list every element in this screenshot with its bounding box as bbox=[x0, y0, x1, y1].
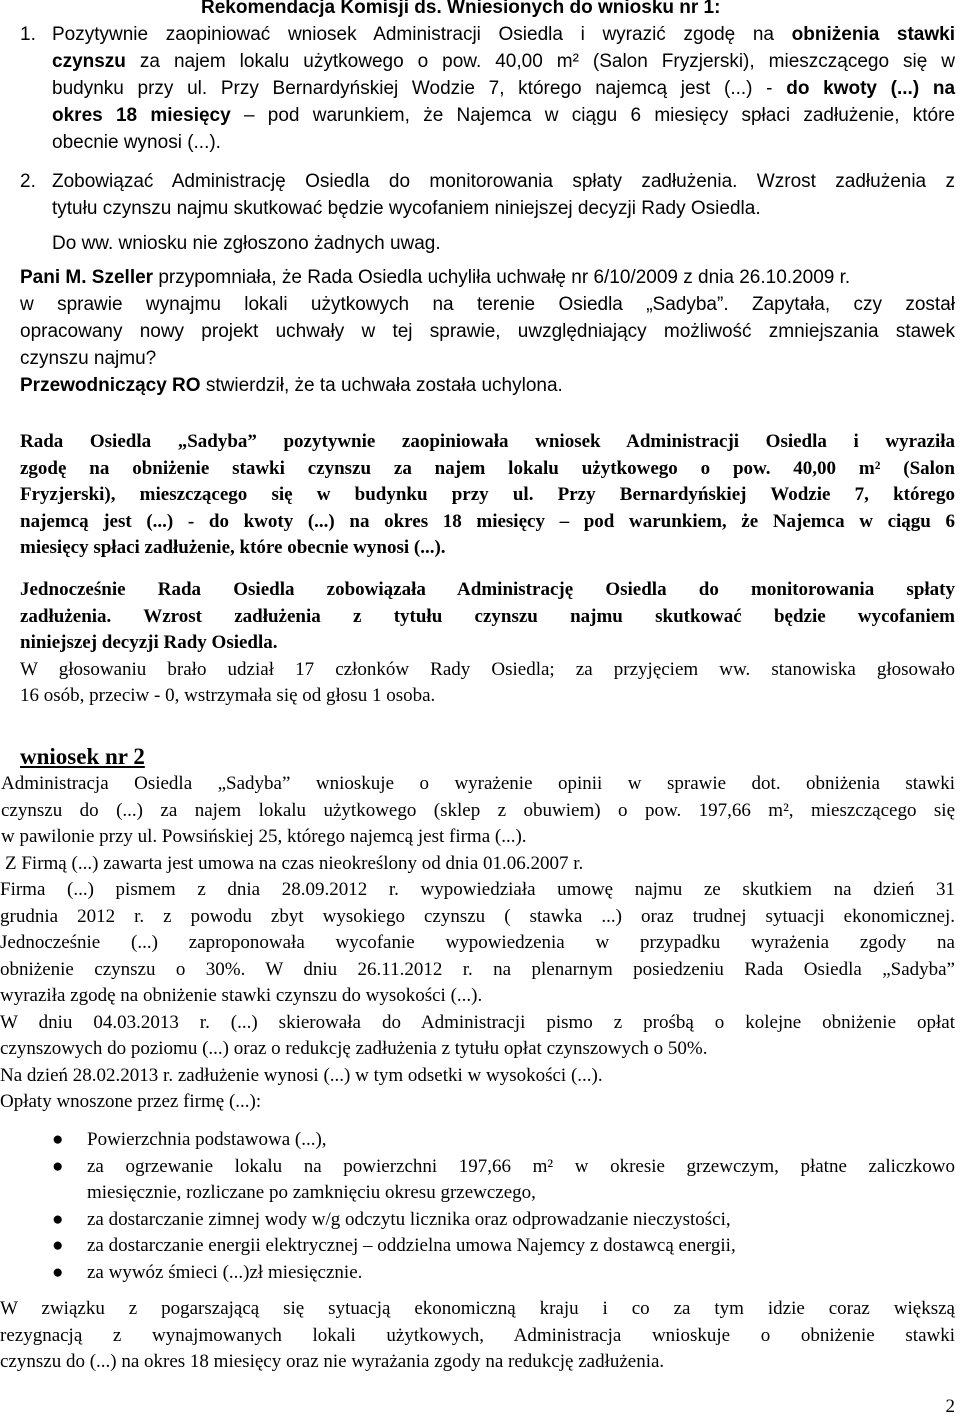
list-item: ● za dostarczanie energii elektrycznej – oddzielna umowa Najemcy z dostawcą energii, bbox=[0, 1233, 955, 1260]
no-remarks-note: Do ww. wniosku nie zgłoszono żadnych uwag. bbox=[52, 233, 441, 254]
list-item: ● Powierzchnia podstawowa (...), bbox=[0, 1127, 955, 1154]
item2-text: Zobowiązać Administrację Osiedla do monitorowania spłaty zadłużenia. Wzrost zadłużenia z tytułu czynszu najmu skutkować będzie wycofaniem niniejszej decyzji Rady Osiedla. bbox=[52, 171, 955, 219]
resolution-paragraph: Rada Osiedla „Sadyba” pozytywnie zaopiniowała wniosek Administracji Osiedla i wyraziła zgodę na obniżenie stawki czynszu za najem lokalu użytkowego o pow. 40,00 m² (Salon Fryzjerski), mieszczącego się w budynku przy ul. Przy Bernardyńskiej Wodzie 7, którego najemcą jest (...) - do kwoty (...) na okres 18 miesięcy – pod warunkiem, że Najemca w ciągu 6 miesięcy spłaci zadłużenie, które obecnie wynosi (...). bbox=[20, 431, 955, 558]
item1-number: 1. bbox=[20, 24, 36, 45]
recommendation-title bbox=[201, 0, 761, 21]
bullet-icon: ● bbox=[52, 1235, 64, 1256]
bullet-icon: ● bbox=[52, 1208, 64, 1230]
list-item: ● za wywóz śmieci (...)zł miesięcznie. bbox=[0, 1260, 955, 1287]
fees-list bbox=[0, 1127, 955, 1286]
bullet-icon: ● bbox=[52, 1261, 64, 1283]
item1-text: Pozytywnie zaopiniować wniosek Administracji Osiedla i wyrazić zgodę na obniżenia stawki czynszu za najem lokalu użytkowego o pow. 40,00 m² (Salon Fryzjerski), mieszczącego się w budynku przy ul. Przy Bernardyńskiej Wodzie 7, którego najemcą jest (...) - do kwoty (...) na okres 18 miesięcy – pod warunkiem, że Najemca w ciągu 6 miesięcy spłaci zadłużenie, które obecnie wynosi (...). bbox=[52, 24, 956, 153]
bullet-icon: ● bbox=[52, 1155, 64, 1177]
recommendation-title-text: Rekomendacja Komisji ds. Wniesionych do wniosku nr 1: bbox=[201, 0, 721, 18]
obligation-paragraph: Jednocześnie Rada Osiedla zobowiązała Administrację Osiedla do monitorowania spłaty zadłużenia. Wzrost zadłużenia z tytułu czynszu najmu skutkować będzie wycofaniem niniejszej decyzji Rady Osiedla. W głosowaniu brało udział 17 członków Rady Osiedla; za przyjęciem ww. stanowiska głosowało 16 osób, przeciw - 0, wstrzymała się od głosu 1 osoba. bbox=[20, 579, 955, 706]
page-number: 2 bbox=[945, 1396, 955, 1417]
chairman-label: Przewodniczący RO bbox=[20, 375, 201, 396]
bullet-icon: ● bbox=[52, 1129, 64, 1150]
motion2-heading: wniosek nr 2 bbox=[20, 744, 145, 769]
discussion: Pani M. Szeller przypomniała, że Rada Osiedla uchyliła uchwałę nr 6/10/2009 z dnia 26.10.2009 r. w sprawie wynajmu lokali użytkowych na terenie Osiedla „Sadyba”. Zapytała, czy został opracowany nowy projekt uchwały w tej sprawie, uwzględniający możliwość zmniejszania stawek czynszu najmu? Przewodniczący RO stwierdził, że ta uchwała została uchylona. bbox=[20, 267, 955, 396]
item2-number: 2. bbox=[20, 171, 36, 192]
speaker-name: Pani M. bbox=[20, 267, 87, 288]
motion2-conclusion: W związku z pogarszającą się sytuacją ekonomiczną kraju i co za tym idzie coraz większą rezygnacją z wynajmowanych lokali użytkowych, Administracja wnioskuje o obniżenie stawki czynszu do (...) na okres 18 miesięcy oraz nie wyrażania zgody na redukcję zadłużenia. bbox=[0, 1298, 955, 1372]
list-item: ● za ogrzewanie lokalu na powierzchni 197,66 m² w okresie grzewczym, płatne zaliczkowo miesięcznie, rozliczane po zamknięciu okresu grzewczego, bbox=[52, 1155, 955, 1203]
list-item: ● za dostarczanie zimnej wody w/g odczytu licznika oraz odprowadzanie nieczystości, bbox=[0, 1207, 955, 1234]
motion2-description: Administracja Osiedla „Sadyba” wnioskuje o wyrażenie opinii w sprawie dot. obniżenia stawki czynszu do (...) za najem lokalu użytkowego (sklep z obuwiem) o pow. 197,66 m², mieszczącego się w pawilonie przy ul. Powsińskiej 25, którego najemcą jest firma (...). Z Firmą (...) zawarta jest umowa na czas nieokreślony od dnia 01.06.2007 r. Firma (...) pismem z dnia 28.09.2012 r. wypowiedziała umowę najmu ze skutkiem na dzień 31 grudnia 2012 r. z powodu zbyt wysokiego czynszu ( stawka ...) oraz trudnej sytuacji ekonomicznej. Jednocześnie (...) zaproponowała wycofanie wypowiedzenia w przypadku wyrażenia zgody na obniżenie czynszu o 30%. W dniu 26.11.2012 r. na plenarnym posiedzeniu Rada Osiedla „Sadyba” wyraziła zgodę na obniżenie stawki czynszu do wysokości (...). W dniu 04.03.2013 r. (...) skierowała do Administracji pismo z prośbą o kolejne obniżenie opłat czynszowych do poziomu (...) oraz o redukcję zadłużenia z tytułu opłat czynszowych o 50%. Na dzień 28.02.2013 r. zadłużenie wynosi (...) w tym odsetki w wysokości (...). Opłaty wnoszone przez firmę (...): bbox=[0, 773, 955, 1112]
